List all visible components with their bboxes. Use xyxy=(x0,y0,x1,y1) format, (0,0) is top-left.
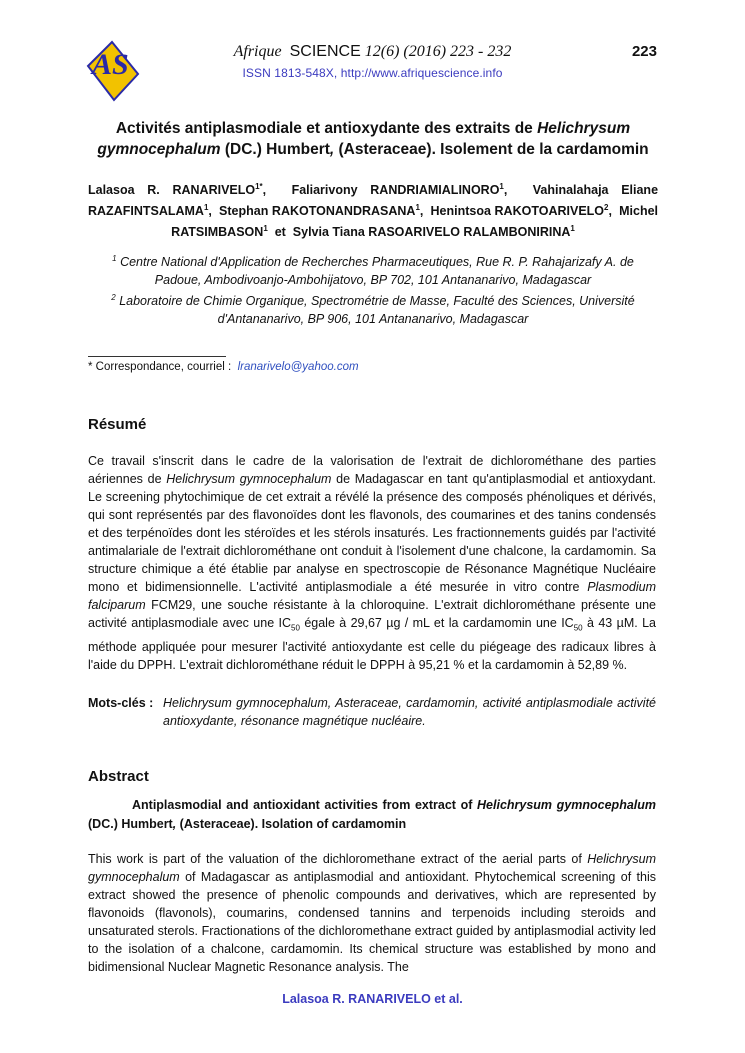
author-affiliation-mark: 1 xyxy=(499,182,504,191)
author-separator: , xyxy=(608,204,620,219)
author-list xyxy=(88,178,658,241)
affiliation-1: $^1$ Centre National d'Application de Recherches Pharmaceutiques, Rue R. P. Rahajarizafy A. de Padoue, Ambodivoanjo-Ambohijatovo, BP 702, 101 Antananarivo, Madagascar xyxy=(112,254,634,288)
author-affiliation-mark: 1* xyxy=(255,182,263,191)
correspondence-email[interactable]: lranarivelo@yahoo.com xyxy=(237,361,359,373)
abstract-heading: Abstract xyxy=(88,768,149,785)
issn-url[interactable]: ISSN 1813-548X, http://www.afriquescience.info xyxy=(242,66,503,80)
abstract-text: This work is part of the valuation of the dichloromethane extract of the aerial parts of Helichrysum gymnocephalum of Madagascar as antiplasmodial and antioxidant. Phytochemical screening of this extract showed the presence of phenolic compounds and derivatives, which are represented by flavonoids (flavonols), coumarins, condensed tannins and terpenoids including steroids and unsaturated sterols. Fractionations of the dichloromethane extract guided by antiplasmodial activity led to the isolation of a chalcone, cardamomin. Its chemical structure was established by mono and bidimensional Nuclear Magnetic Resonance analysis. The xyxy=(88,852,656,974)
author-name: Henintsoa RAKOTOARIVELO xyxy=(430,204,605,219)
author-name: Vahinalahaja Eliane RAZAFINTSALAMA xyxy=(88,183,659,219)
author-affiliation-mark: 2 xyxy=(604,203,609,213)
journal-italic: Afrique xyxy=(233,43,282,60)
resume-heading: Résumé xyxy=(88,416,147,433)
author-separator: , xyxy=(503,183,533,198)
author-name: Sylvia Tiana RASOARIVELO RALAMBONIRINA xyxy=(292,225,571,240)
author-separator: et xyxy=(267,225,293,240)
abstract-title: Antiplasmodial and antioxidant activities from extract of Helichrysum gymnocephalum (DC.) Humbert, (Asteraceae). Isolation of cardamomin xyxy=(88,798,657,831)
affiliations xyxy=(88,250,658,328)
author-affiliation-mark: 1 xyxy=(415,203,420,213)
correspondence-label: * Correspondance, courriel : xyxy=(88,361,232,373)
keywords-text: Helichrysum gymnocephalum, Asteraceae, cardamomin, activité antiplasmodiale activité antioxydante, résonance magnétique nucléaire. xyxy=(163,696,656,728)
logo-letters: AS xyxy=(92,48,129,81)
author-affiliation-mark: 1 xyxy=(263,224,268,234)
paper-title: Activités antiplasmodiale et antioxydante des extraits de Helichrysum gymnocephalum (DC.) Humbert, (Asteraceae). Isolement de la cardamomin xyxy=(97,120,649,158)
author-name: Stephan RAKOTONANDRASANA xyxy=(219,204,416,219)
keywords-label: Mots-clés : xyxy=(88,696,154,710)
page-number: 223 xyxy=(631,43,657,60)
author-name: Lalasoa R. RANARIVELO xyxy=(88,183,256,198)
keywords xyxy=(88,694,656,730)
author-name: Michel RATSIMBASON xyxy=(171,204,659,240)
correspondence xyxy=(88,361,359,373)
resume-text: Ce travail s'inscrit dans le cadre de la valorisation de l'extrait de dichlorométhane des parties aériennes de Helichrysum gymnocephalum de Madagascar en tant qu'antiplasmodial et antioxydant. Le screening phytochimique de cet extrait a révélé la présence des composés phénoliques et dérivés, qui sont représentés par des flavonoïdes dont les flavonols, des coumarines et des tanins condensés et des terpénoïdes dont les stéroïdes et les stérols insaturés. Les fractionnements guidés par l'activité antimalariale de l'extrait dichlorométhane ont conduit à l'isolement d'une chalcone, la cardamomin. Sa structure chimique a été établie par analyse en spectroscopie de Résonance Magnétique Nucléaire mono et bidimensionnelle. L'activité antiplasmodiale a été mesurée in vitro contre Plasmodium falciparum FCM29, une souche résistante à la chloroquine. L'extrait dichlorométhane présente une activité antiplasmodiale avec une $IC_{50}$ égale à 29,67 µg / mL et la cardamomin une $IC_{50}$ à 43 µM. La méthode appliquée pour mesurer l'activité antioxydante est celle du piégeage des radicaux libres à l'aide du DPPH. L'extrait dichlorométhane réduit le DPPH à 95,21 % et la cardamomin à 52,89 %. xyxy=(88,454,656,672)
affiliation-2: $^2$ Laboratoire de Chimie Organique, Spectrométrie de Masse, Faculté des Sciences, Université d'Antananarivo, BP 906, 101 Antananarivo, Madagascar xyxy=(111,293,635,327)
author-affiliation-mark: 1 xyxy=(203,203,209,213)
journal-ref: 12(6) (2016) 223 - 232 xyxy=(364,43,512,60)
running-footer: Lalasoa R. RANARIVELO et al. xyxy=(282,992,463,1006)
author-affiliation-mark: 1 xyxy=(570,224,575,234)
author-separator: , xyxy=(208,204,220,219)
journal-name: SCIENCE xyxy=(289,43,361,60)
author-separator: , xyxy=(262,183,292,198)
footnote-rule xyxy=(88,356,226,357)
author-separator: , xyxy=(419,204,431,219)
author-name: Faliarivony RANDRIAMIALINORO xyxy=(291,183,500,198)
